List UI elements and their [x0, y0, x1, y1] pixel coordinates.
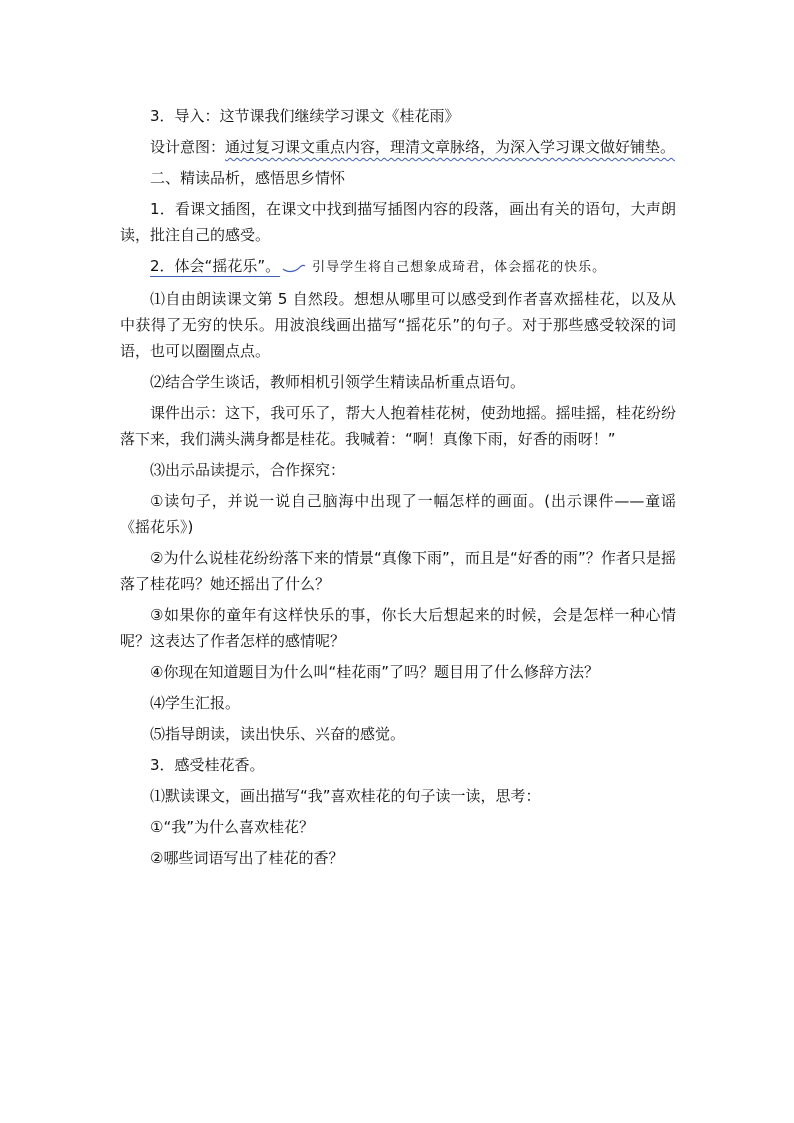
annotation-connector-icon — [282, 261, 306, 273]
paragraph-courseware: 课件出示：这下，我可乐了，帮大人抱着桂花树，使劲地摇。摇哇摇，桂花纷纷落下来，我们满头满身都是桂花。我喊着：“啊！真像下雨，好香的雨呀！” — [120, 404, 676, 448]
paragraph-design-intent — [120, 134, 676, 160]
paragraph-sub-5: ⑸指导朗读，读出快乐、兴奋的感觉。 — [150, 725, 406, 743]
paragraph-intro: 3．导入：这节课我们继续学习课文《桂花雨》 — [150, 107, 460, 125]
paragraph-question-4: ④你现在知道题目为什么叫“桂花雨”了吗？题目用了什么修辞方法？ — [150, 663, 599, 681]
paragraph-question-3: ③如果你的童年有这样快乐的事，你长大后想起来的时候，会是怎样一种心情呢？这表达了作者怎样的感情呢？ — [120, 606, 676, 650]
step-2-label: 2．体会“摇花乐”。 — [150, 257, 281, 275]
paragraph-step-3-sub-1: ⑴默读课文，画出描写“我”喜欢桂花的句子读一读，思考： — [150, 787, 541, 805]
section-heading-2: 二、精读品析，感悟思乡情怀 — [150, 169, 346, 187]
paragraph-step-3: 3．感受桂花香。 — [150, 756, 265, 774]
paragraph-sub-1: ⑴自由朗读课文第 5 自然段。想想从哪里可以感受到作者喜欢摇桂花，以及从中获得了无穷的快乐。用波浪线画出描写“摇花乐”的句子。对于那些感受较深的词语，也可以圈圈点点。 — [120, 290, 676, 360]
paragraph-question-1: ①读句子，并说一说自己脑海中出现了一幅怎样的画面。(出示课件——童谣《摇花乐》) — [120, 492, 676, 536]
paragraph-step-3-question-1: ①“我”为什么喜欢桂花？ — [150, 818, 314, 836]
paragraph-question-2: ②为什么说桂花纷纷落下来的情景“真像下雨”，而且是“好香的雨”？作者只是摇落了桂花吗？她还摇出了什么？ — [120, 549, 676, 593]
paragraph-sub-4: ⑷学生汇报。 — [150, 694, 241, 712]
design-intent-label: 设计意图： — [150, 138, 226, 156]
lesson-plan-content — [120, 103, 676, 876]
paragraph-step-3-question-2: ②哪些词语写出了桂花的香？ — [150, 849, 344, 867]
paragraph-step-2 — [120, 253, 676, 281]
paragraph-sub-3: ⑶出示品读提示，合作探究： — [150, 461, 346, 479]
paragraph-sub-2: ⑵结合学生谈话，教师相机引领学生精读品析重点语句。 — [150, 373, 526, 391]
paragraph-step-1: 1．看课文插图，在课文中找到描写插图内容的段落，画出有关的语句，大声朗读，批注自己的感受。 — [120, 200, 676, 244]
handwritten-annotation: 引导学生将自己想象成琦君，体会摇花的快乐。 — [312, 260, 607, 275]
design-intent-wavy-text: 通过复习课文重点内容，理清文章脉络，为深入学习课文做好铺垫。 — [225, 138, 676, 156]
